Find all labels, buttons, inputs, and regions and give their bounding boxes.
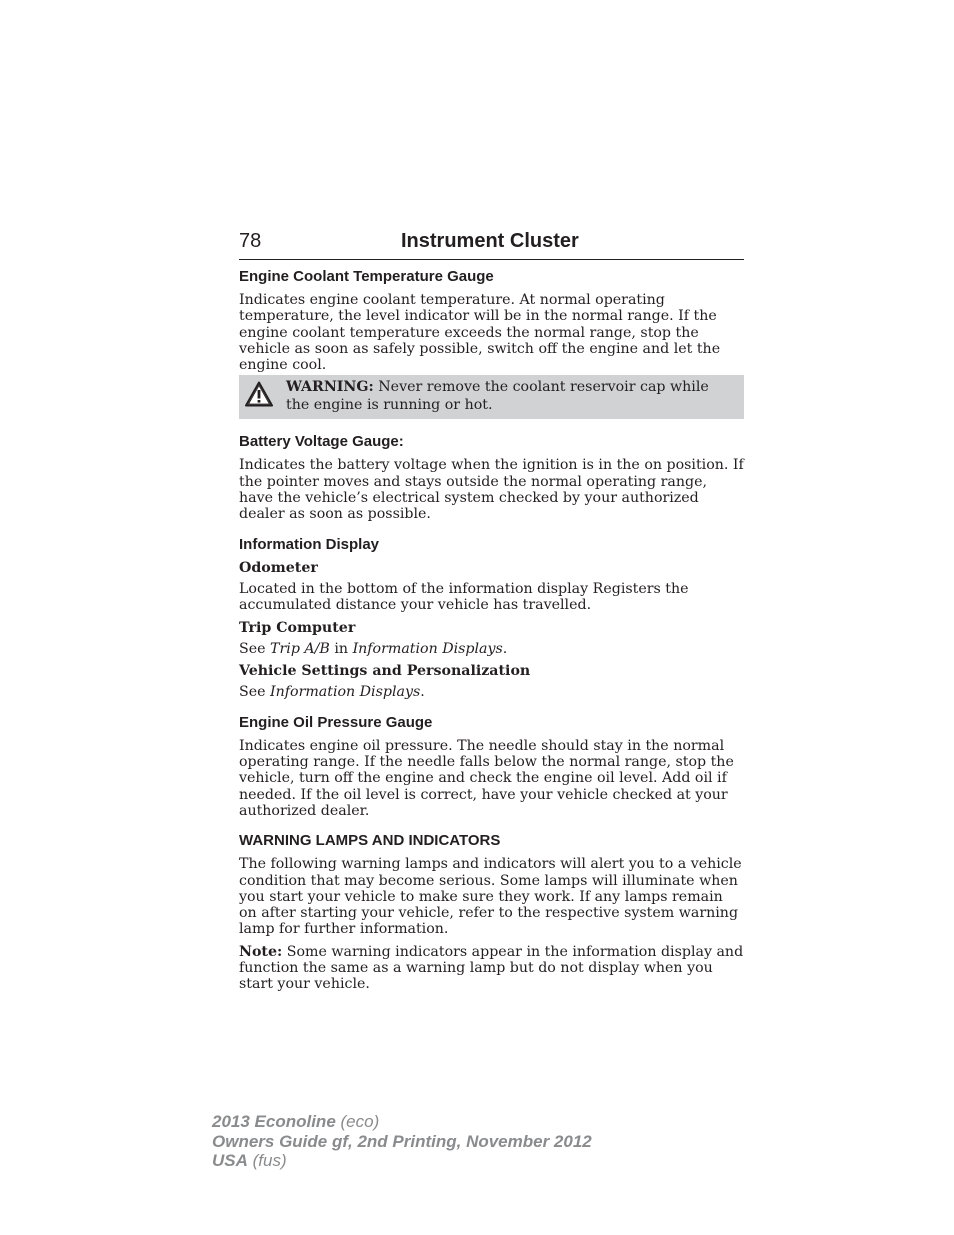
trip-ab-ref: Trip A/B [270, 640, 330, 657]
see-text: See [239, 640, 271, 657]
note-text: Some warning indicators appear in the information display and function the same as a warning lamp but do not display when you start your vehicle. [239, 943, 744, 993]
odometer-body: Located in the bottom of the information display Registers the accumulated distance your vehicle has travelled. [239, 580, 689, 614]
coolant-body: Indicates engine coolant temperature. At normal operating temperature, the level indicator will be in the normal range. If the engine coolant temperature exceeds the normal range, stop the vehicle as soon as safely possible, switch off the engine and let the engine cool. [239, 292, 721, 374]
info-display-heading: Information Display [239, 535, 380, 553]
warning-triangle-icon [245, 381, 273, 407]
footer-line-3 [212, 1151, 592, 1171]
warning-label: WARNING: [286, 379, 374, 396]
info-displays-ref: Information Displays [352, 640, 503, 657]
in-text: in [329, 640, 353, 657]
battery-body: Indicates the battery voltage when the ignition is in the on position. If the pointer moves and stays outside the normal operating range, have the vehicle’s electrical system checked by your authorized dealer as soon as possible. [239, 457, 744, 523]
note [239, 944, 744, 993]
footer-model-code: (eco) [335, 1112, 380, 1131]
warning-lamps-heading: WARNING LAMPS AND INDICATORS [239, 832, 501, 850]
vehicle-settings-title: Vehicle Settings and Personalization [239, 663, 531, 680]
page-footer [212, 1112, 592, 1171]
footer-printing: Owners Guide gf, 2nd Printing, November 2012 [212, 1131, 592, 1151]
coolant-heading: Engine Coolant Temperature Gauge [239, 268, 494, 285]
warning-box [239, 375, 744, 419]
warning-message: Never remove the coolant reservoir cap while the engine is running or hot. [286, 379, 709, 414]
info-displays-ref: Information Displays [270, 684, 421, 701]
page-content [239, 267, 744, 993]
warning-lamps-body: The following warning lamps and indicators will alert you to a vehicle condition that may become serious. Some lamps will illuminate when you start your vehicle to make sure they work. If any lamps remain on after starting your vehicle, refer to the respective system warning lamp for further information. [239, 856, 742, 938]
footer-region: USA [212, 1151, 248, 1170]
trip-computer-title: Trip Computer [239, 619, 356, 636]
oil-heading: Engine Oil Pressure Gauge [239, 713, 433, 731]
note-label: Note: [239, 943, 283, 960]
vehicle-settings-ref [239, 684, 744, 700]
oil-body: Indicates engine oil pressure. The needle should stay in the normal operating range. If the needle falls below the normal range, stop the vehicle, turn off the engine and check the engine oil level. Add oil if needed. If the oil level is correct, have your vehicle checked at your authorized dealer. [239, 737, 734, 819]
trip-computer-ref [239, 641, 744, 657]
warning-text [286, 378, 734, 414]
period: . [502, 640, 508, 657]
page-number: 78 [239, 230, 262, 252]
page-title: Instrument Cluster [401, 230, 579, 252]
footer-model: 2013 Econoline [212, 1112, 336, 1131]
footer-region-code: (fus) [247, 1151, 287, 1170]
odometer-title: Odometer [239, 559, 318, 576]
battery-heading: Battery Voltage Gauge: [239, 433, 404, 451]
footer-line-2 [212, 1132, 592, 1152]
footer-line-1 [212, 1112, 592, 1132]
page-header [239, 228, 744, 260]
see-text: See [239, 684, 271, 701]
period: . [420, 684, 425, 701]
